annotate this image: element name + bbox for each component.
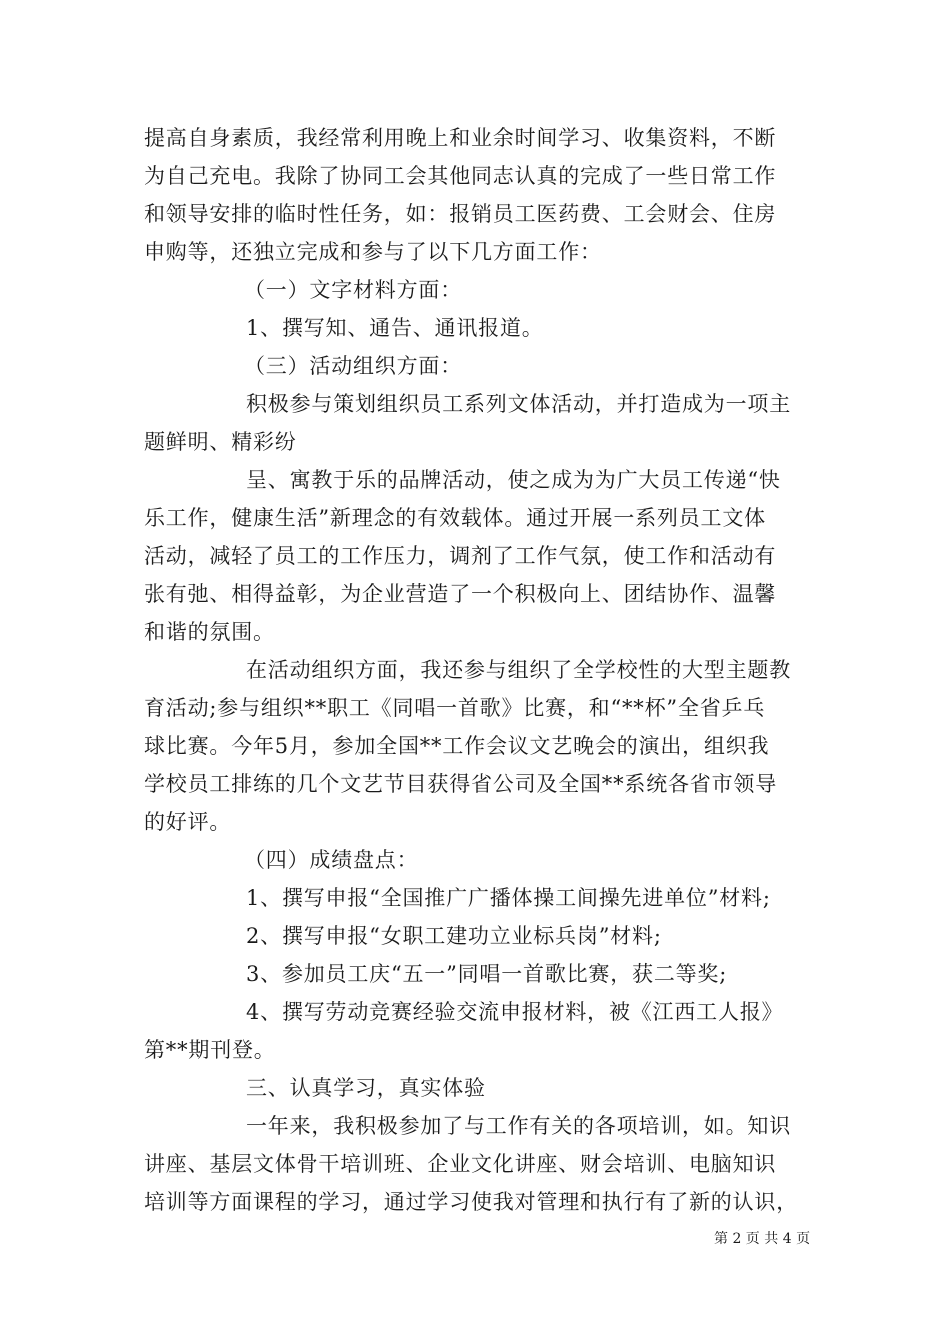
text-line: 为自己充电。我除了协同工会其他同志认真的完成了一些日常工作 [144, 164, 777, 188]
list-item: 1、撰写申报“全国推广广播体操工间操先进单位”材料; [246, 886, 771, 910]
list-item: 4、撰写劳动竞赛经验交流申报材料，被《江西工人报》 [246, 1000, 784, 1024]
text-line: 积极参与策划组织员工系列文体活动，并打造成为一项主 [246, 392, 791, 416]
section-heading: （一）文字材料方面： [244, 278, 462, 302]
list-item: 2、撰写申报“女职工建功立业标兵岗”材料; [246, 924, 662, 948]
text-line: 张有弛、相得益彰，为企业营造了一个积极向上、团结协作、温馨 [144, 582, 777, 606]
text-line: 第**期刊登。 [144, 1038, 276, 1062]
text-line: 和谐的氛围。 [144, 620, 275, 644]
text-line: 育活动;参与组织**职工《同唱一首歌》比赛，和“**杯”全省乒乓 [144, 696, 766, 720]
text-line: 申购等，还独立完成和参与了以下几方面工作： [144, 240, 602, 264]
section-heading: 三、认真学习，真实体验 [246, 1076, 486, 1100]
text-line: 和领导安排的临时性任务，如：报销员工医药费、工会财会、住房 [144, 202, 777, 226]
text-line: 活动，减轻了员工的工作压力，调剂了工作气氛，使工作和活动有 [144, 544, 777, 568]
text-line: 一年来，我积极参加了与工作有关的各项培训，如。知识 [246, 1114, 791, 1138]
text-line: 乐工作，健康生活”新理念的有效载体。通过开展一系列员工文体 [144, 506, 766, 530]
text-line: 球比赛。今年5月，参加全国**工作会议文艺晚会的演出，组织我 [144, 734, 770, 758]
text-line: 的好评。 [144, 810, 232, 834]
text-line: 在活动组织方面，我还参与组织了全学校性的大型主题教 [246, 658, 791, 682]
section-heading: （四）成绩盘点： [244, 848, 419, 872]
list-item: 1、撰写知、通告、通讯报道。 [246, 316, 544, 340]
text-line: 呈、寓教于乐的品牌活动，使之成为为广大员工传递“快 [246, 468, 781, 492]
text-line: 题鲜明、精彩纷 [144, 430, 297, 454]
text-line: 讲座、基层文体骨干培训班、企业文化讲座、财会培训、电脑知识 [144, 1152, 777, 1176]
list-item: 3、参加员工庆“五一”同唱一首歌比赛，获二等奖; [246, 962, 728, 986]
text-line: 培训等方面课程的学习，通过学习使我对管理和执行有了新的认识， [144, 1190, 798, 1214]
text-line: 提高自身素质，我经常利用晚上和业余时间学习、收集资料，不断 [144, 126, 777, 150]
page-number: 第 2 页 共 4 页 [714, 1231, 811, 1247]
text-line: 学校员工排练的几个文艺节目获得省公司及全国**系统各省市领导 [144, 772, 777, 796]
section-heading: （三）活动组织方面： [244, 354, 462, 378]
